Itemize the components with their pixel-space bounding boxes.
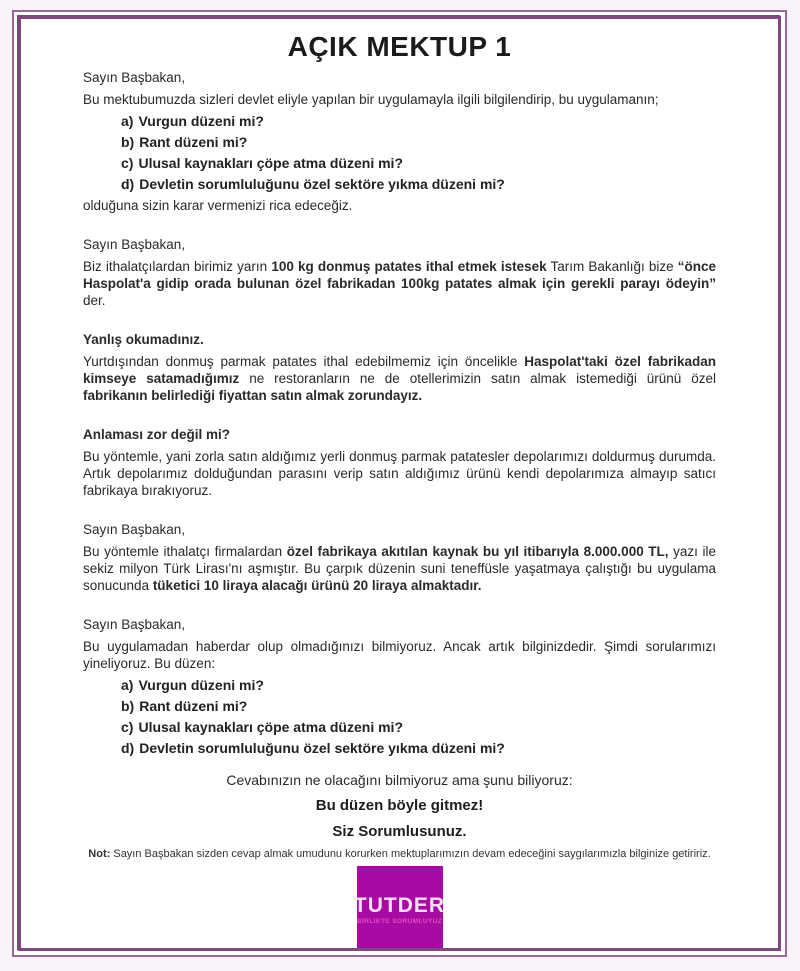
paragraph-money (83, 543, 716, 594)
text-segment-bold: Haspolat'taki özel fabrikadan kimseye satamadığımız (83, 354, 716, 386)
question-label: a) (121, 677, 134, 693)
paragraph-potato (83, 258, 716, 309)
footnote-label: Not: (88, 848, 111, 860)
text-segment-bold: “önce Haspolat'a gidip orada bulunan özel fabrikadan 100kg patates almak için gerekli parayı ödeyin” (83, 259, 716, 291)
text-segment: Yurtdışından donmuş parmak patates ithal edebilmemiz için öncelikle (83, 354, 525, 369)
footnote (83, 847, 716, 861)
closing-line-3: Siz Sorumlusunuz. (332, 823, 467, 840)
question-label: c) (121, 719, 134, 735)
question-label: a) (121, 113, 134, 129)
question-item (121, 113, 716, 130)
question-item (121, 740, 716, 757)
closing-block (83, 771, 716, 841)
question-text: Ulusal kaynakları çöpe atma düzeni mi? (138, 719, 403, 735)
question-label: d) (121, 740, 135, 756)
questions-list-2 (83, 677, 716, 757)
questions-list-1 (83, 113, 716, 193)
paragraph-intro: Bu mektubumuzda sizleri devlet eliyle yapılan bir uygulamayla ilgili bilgilendirip, bu uygulamanın; (83, 92, 659, 107)
paragraph-storage: Bu yöntemle, yani zorla satın aldığımız yerli donmuş parmak patatesler depolarımızı doldurmuş durumda. Artık depolarımız dolduğundan parasını verip satın aldığımız ürünü kendi depolarımıza almayıp satıcı fabrikaya bırakıyoruz. (83, 449, 716, 498)
question-item (121, 719, 716, 736)
question-text: Rant düzeni mi? (139, 134, 248, 150)
text-segment: yazı ile sekiz milyon Türk Lirası'nı aşmıştır. Bu çarpık düzenin suni teneffüsle yaşatmaya çalıştığı bu uygulama sonucunda (83, 544, 716, 593)
question-item (121, 134, 716, 151)
text-segment-bold: özel fabrikaya akıtılan kaynak bu yıl itibarıyla 8.000.000 TL, (286, 544, 669, 559)
question-item (121, 698, 716, 715)
letter-content (21, 19, 778, 948)
text-segment-bold: 100 kg donmuş patates ithal etmek istesek (271, 259, 547, 274)
salutation-3: Sayın Başbakan, (83, 522, 186, 537)
text-segment: Bu yöntemle ithalatçı firmalardan (83, 544, 287, 559)
heading-wrong: Yanlış okumadınız. (83, 332, 204, 347)
heading-hard: Anlaması zor değil mi? (83, 427, 231, 442)
text-segment: Tarım Bakanlığı bize (546, 259, 678, 274)
question-text: Ulusal kaynakları çöpe atma düzeni mi? (138, 155, 403, 171)
question-text: Rant düzeni mi? (139, 698, 248, 714)
closing-line-2: Bu düzen böyle gitmez! (315, 797, 484, 814)
text-segment: der. (83, 293, 106, 308)
question-item (121, 155, 716, 172)
paragraph-aware: Bu uygulamadan haberdar olup olmadığınızı bilmiyoruz. Ancak artık bilginizdedir. Şimdi sorularımızı yineliyoruz. Bu düzen: (83, 639, 716, 671)
tutder-logo-tagline: BİRLİKTE SORUMLUYUZ (356, 917, 443, 925)
inner-border-frame (18, 16, 781, 951)
tutder-logo-name: TUTDER (353, 893, 446, 917)
question-text: Devletin sorumluluğunu özel sektöre yıkma düzeni mi? (139, 740, 505, 756)
closing-line-1: Cevabınızın ne olacağını bilmiyoruz ama şunu biliyoruz: (226, 772, 573, 788)
question-text: Vurgun düzeni mi? (138, 677, 264, 693)
salutation-2: Sayın Başbakan, (83, 237, 186, 252)
paragraph-after-questions: olduğuna sizin karar vermenizi rica edeceğiz. (83, 198, 353, 213)
footnote-text: Sayın Başbakan sizden cevap almak umudunu korurken mektuplarımızın devam edeceğini saygılarımızla bilginize getiririz. (110, 848, 711, 860)
salutation-1: Sayın Başbakan, (83, 70, 186, 85)
question-label: b) (121, 698, 135, 714)
page-title: AÇIK MEKTUP 1 (287, 31, 512, 62)
question-label: b) (121, 134, 135, 150)
text-segment: Biz ithalatçılardan birimiz yarın (83, 259, 272, 274)
salutation-4: Sayın Başbakan, (83, 617, 186, 632)
question-item (121, 677, 716, 694)
question-label: d) (121, 176, 135, 192)
text-segment: ne restoranların ne de otellerimizin satın almak istemediği ürünü özel (239, 371, 717, 386)
outer-border-frame (12, 10, 787, 957)
tutder-logo (353, 866, 446, 948)
text-segment-bold: tüketici 10 liraya alacağı ürünü 20 liraya almaktadır. (152, 578, 482, 593)
question-text: Devletin sorumluluğunu özel sektöre yıkma düzeni mi? (139, 176, 505, 192)
paragraph-import (83, 353, 716, 404)
question-label: c) (121, 155, 134, 171)
question-item (121, 176, 716, 193)
text-segment-bold: fabrikanın belirlediği fiyattan satın almak zorundayız. (83, 388, 423, 403)
question-text: Vurgun düzeni mi? (138, 113, 264, 129)
